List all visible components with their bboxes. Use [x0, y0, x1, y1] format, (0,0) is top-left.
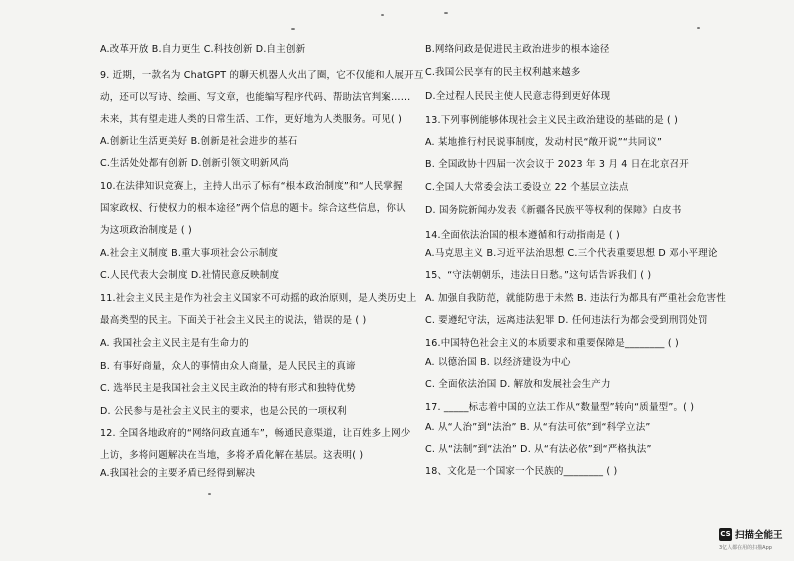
- q10-stem-line-2: 国家政权、行使权力的根本途径”两个信息的题卡。综合这些信息，你认: [100, 203, 406, 214]
- q12-option-b: B.网络问政是促进民主政治进步的根本途径: [425, 44, 610, 55]
- q15-options-ab: A. 加强自我防范，就能防患于未然 B. 违法行为都具有严重社会危害性: [425, 293, 726, 304]
- q15-options-cd: C. 要遵纪守法，远离违法犯罪 D. 任何违法行为都会受到刑罚处罚: [425, 315, 708, 326]
- q12-option-a: A.我国社会的主要矛盾已经得到解决: [100, 468, 256, 479]
- scanner-app-name: 扫描全能王: [735, 530, 783, 541]
- q16-options-cd: C. 全面依法治国 D. 解放和发展社会生产力: [425, 379, 611, 390]
- right-column: [425, 0, 725, 561]
- q13-option-b: B. 全国政协十四届一次会议于 2023 年 3 月 4 日在北京召开: [425, 159, 689, 170]
- q10-options-cd: C.人民代表大会制度 D.社情民意反映制度: [100, 270, 280, 281]
- q13-option-a: A. 某地推行村民说事制度，发动村民“敞开说”“共同议”: [425, 137, 663, 148]
- q9-stem-line-1: 9. 近期，一款名为 ChatGPT 的聊天机器人火出了圈，它不仅能和人展开互: [100, 70, 424, 81]
- scanner-logo-icon: CS: [719, 528, 732, 541]
- q13-option-d: D. 国务院新闻办发表《新疆各民族平等权利的保障》白皮书: [425, 205, 682, 216]
- q16-stem: 16.中国特色社会主义的本质要求和重要保障是________ ( ): [425, 338, 679, 349]
- q9-options-ab: A.创新让生活更美好 B.创新是社会进步的基石: [100, 136, 298, 147]
- q17-stem: 17. _____标志着中国的立法工作从“数量型”转向“质量型”。( ): [425, 402, 695, 413]
- q9-stem-line-3: 未来，其有望走进人类的日常生活、工作，更好地为人类服务。可见( ): [100, 114, 403, 125]
- q16-options-ab: A. 以德治国 B. 以经济建设为中心: [425, 357, 571, 368]
- scan-speck: [444, 12, 448, 14]
- scan-speck: [291, 28, 295, 30]
- left-column: [100, 0, 424, 561]
- scanner-tagline: 3亿人都在用的扫描App: [719, 545, 772, 551]
- q9-stem-line-2: 动，还可以写诗、绘画、写文章，也能编写程序代码、帮助法官判案……: [100, 92, 411, 103]
- scan-speck: [697, 27, 700, 29]
- q11-option-b: B. 有事好商量，众人的事情由众人商量，是人民民主的真谛: [100, 361, 356, 372]
- q11-option-d: D. 公民参与是社会主义民主的要求，也是公民的一项权利: [100, 406, 347, 417]
- q15-stem: 15、“守法朝朝乐，违法日日愁。”这句话告诉我们 ( ): [425, 270, 652, 281]
- q11-stem-line-1: 11.社会主义民主是作为社会主义国家不可动摇的政治原则，是人类历史上: [100, 293, 417, 304]
- q12-option-c: C.我国公民享有的民主权利越来越多: [425, 67, 581, 78]
- q10-stem-line-1: 10.在法律知识竞赛上，主持人出示了标有“根本政治制度”和“人民掌握: [100, 181, 403, 192]
- q14-options: A.马克思主义 B.习近平法治思想 C.三个代表重要思想 D 邓小平理论: [425, 248, 718, 259]
- scan-speck: [208, 493, 211, 495]
- q12-option-d: D.全过程人民民主使人民意志得到更好体现: [425, 91, 611, 102]
- q11-option-c: C. 选举民主是我国社会主义民主政治的特有形式和独特优势: [100, 383, 356, 394]
- q11-stem-line-2: 最高类型的民主。下面关于社会主义民主的说法，错误的是 ( ): [100, 315, 367, 326]
- q10-stem-line-3: 为这项政治制度是 ( ): [100, 225, 192, 236]
- q14-stem: 14.全面依法治国的根本遵循和行动指南是 ( ): [425, 230, 620, 241]
- q12-stem-line-1: 12. 全国各地政府的“网络问政直通车”，畅通民意渠道，让百姓多上网少: [100, 428, 411, 439]
- q18-stem: 18、文化是一个国家一个民族的________ ( ): [425, 466, 618, 477]
- q11-option-a: A. 我国社会主义民主是有生命力的: [100, 338, 249, 349]
- q17-options-ab: A. 从“人治”到“法治” B. 从“有法可依”到“科学立法”: [425, 422, 651, 433]
- q17-options-cd: C. 从“法制”到“法治” D. 从“有法必依”到“严格执法”: [425, 444, 652, 455]
- q8-options: A.改革开放 B.自力更生 C.科技创新 D.自主创新: [100, 44, 306, 55]
- q13-option-c: C.全国人大常委会法工委设立 22 个基层立法点: [425, 182, 629, 193]
- q9-options-cd: C.生活处处都有创新 D.创新引领文明新风尚: [100, 158, 289, 169]
- scanner-watermark: [719, 526, 789, 554]
- scan-speck: [381, 14, 384, 16]
- q12-stem-line-2: 上访，多将问题解决在当地，多将矛盾化解在基层。这表明( ): [100, 450, 364, 461]
- q10-options-ab: A.社会主义制度 B.重大事项社会公示制度: [100, 248, 279, 259]
- q13-stem: 13.下列事例能够体现社会主义民主政治建设的基础的是 ( ): [425, 115, 679, 126]
